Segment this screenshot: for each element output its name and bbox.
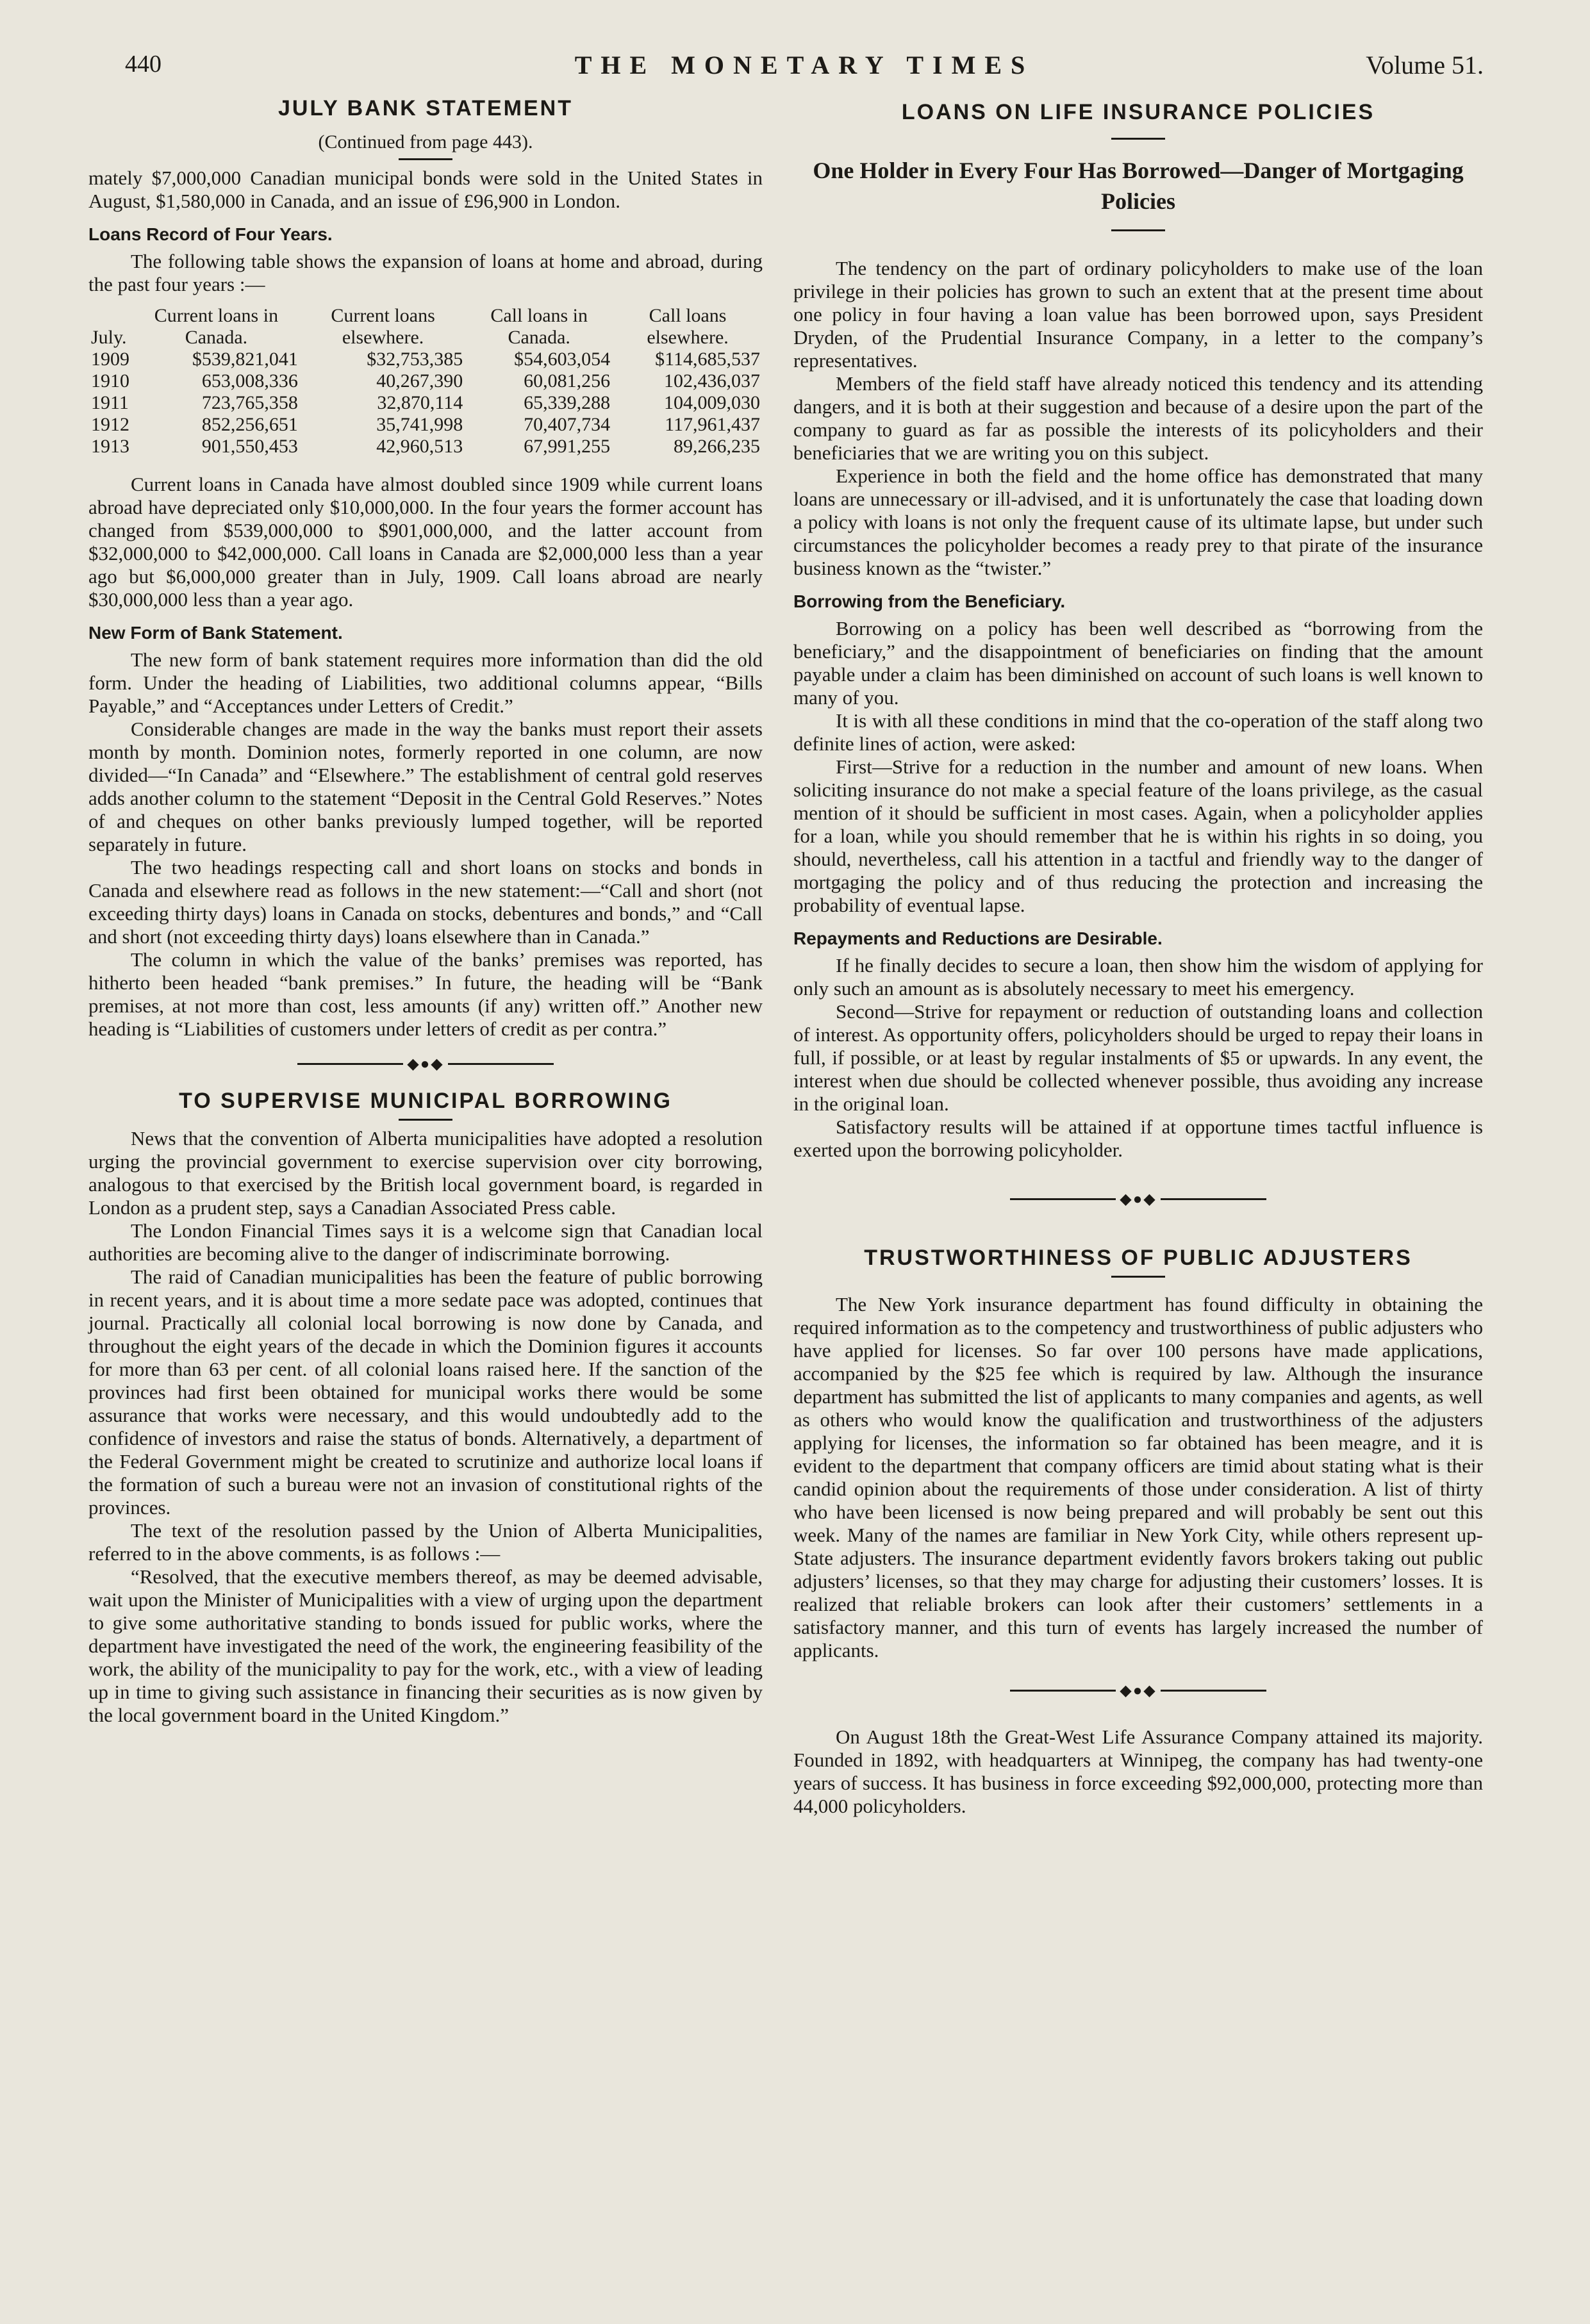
divider-rule [1111, 229, 1165, 231]
table-cell: 32,870,114 [377, 392, 463, 413]
table-header: Call loans in Canada. [490, 305, 588, 348]
table-cell: 1911 [91, 392, 129, 413]
ornament-divider: ◆●◆ [88, 1055, 763, 1073]
journal-title: THE MONETARY TIMES [574, 51, 1034, 79]
section-heading: New Form of Bank Statement. [88, 623, 343, 643]
paragraph: The following table shows the expansion of loans at home and abroad, during the past four years :— [88, 250, 763, 295]
table-row [88, 436, 763, 457]
article-title: TRUSTWORTHINESS OF PUBLIC ADJUSTERS [864, 1246, 1412, 1270]
paragraph: Experience in both the field and the home office has demonstrated that many loans are unnecessary or ill-advised, and it is unfortunately the case that loading down a policy with loans is not only the frequent cause of its ultimate lapse, but under such circumstances the policyholder becomes a ready prey to that pirate of the insurance business known as the “twister.” [793, 465, 1483, 579]
article-title: TO SUPERVISE MUNICIPAL BORROWING [179, 1089, 672, 1113]
paragraph: News that the convention of Alberta municipalities have adopted a resolution urging the provincial government to exercise supervision over city borrowing, analogous to that exercised by the British local government board, is regarded in London as a prudent step, says a Canadian Associated Press cable. [88, 1127, 763, 1219]
article-subtitle: One Holder in Every Four Has Borrowed—Danger of Mortgaging Policies [813, 158, 1464, 214]
divider-rule [1111, 1276, 1165, 1278]
paragraph: Members of the field staff have already noticed this tendency and its attending dangers, and it is both at their suggestion and because of a desire upon the part of the company to guard as far as possible the interests of its policyholders and their beneficiaries that we are writing you on this subject. [793, 372, 1483, 464]
table-header: Current loans elsewhere. [331, 305, 435, 348]
table-row [88, 392, 763, 414]
table-cell: 723,765,358 [201, 392, 298, 413]
table-cell: 70,407,734 [524, 414, 611, 435]
section-heading: Repayments and Reductions are Desirable. [793, 928, 1163, 948]
table-cell: 1909 [91, 349, 129, 370]
paragraph: Considerable changes are made in the way the banks must report their assets month by month. Dominion notes, formerly reported in one column, are now divided—“In Canada” and “Elsewhere.” The establishment of central gold reserves adds another column to the statement “Deposit in the Central Gold Reserves.” Notes of and cheques on other banks previously lumped together, will be reported separately in future. [88, 718, 763, 855]
paragraph: The tendency on the part of ordinary policyholders to make use of the loan privilege in their policies has grown to such an extent that at the present time about one policy in four having a loan value has been borrowed upon, says President Dryden, of the Prudential Insurance Company, in a letter to the company’s representatives. [793, 257, 1483, 372]
table-cell: $32,753,385 [367, 349, 463, 370]
paragraph: Borrowing on a policy has been well described as “borrowing from the beneficiary,” and the disappointment of beneficiaries on finding that the amount payable under a claim has been diminished on account of such loans is well known to many of you. [793, 617, 1483, 709]
right-column [793, 96, 1483, 1818]
article-title: JULY BANK STATEMENT [277, 96, 573, 120]
table-row [88, 370, 763, 392]
paragraph: The New York insurance department has found difficulty in obtaining the required information as to the competency and trustworthiness of public adjusters who have applied for licenses. So far over 100 persons have made applications, accompanied by the $25 fee which is required by law. Although the insurance department has submitted the list of applicants to many companies and agents, as well as others who would know the qualification and trustworthiness of the adjusters applying for licenses, the information so far obtained has been meagre, and it is evident to the department that company officers are timid about stating what is their candid opinion about the requirements of those under consideration. A list of thirty who have been licensed is now being prepared and will probably be sent out this week. Many of the names are familiar in New York City, while others represent up-State adjusters. The insurance department evidently favors brokers taking out public adjusters’ licenses, so that they may charge for adjusting their customers’ losses. It is realized that reliable brokers can look after their customers’ settlements in a satisfactory manner, and this turn of events has largely increased the number of applicants. [793, 1293, 1483, 1661]
paragraph: “Resolved, that the executive members thereof, as may be deemed advisable, wait upon the Minister of Municipalities with a view of urging upon the department to give some authoritative standing to bonds issued for public works, where the department have investigated the need of the work, the engineering feasibility of the work, the ability of the municipality to pay for the work, etc., with a view of leading up in time to giving such assistance in financing their securities as is now given by the local government board in the United Kingdom.” [88, 1565, 763, 1726]
table-cell: 102,436,037 [664, 370, 760, 391]
table-header: Call loans elsewhere. [647, 305, 729, 348]
ornament-divider: ◆●◆ [793, 1190, 1483, 1208]
table-cell: 89,266,235 [674, 436, 760, 457]
table-cell: 60,081,256 [524, 370, 611, 391]
section-heading: Borrowing from the Beneficiary. [793, 591, 1066, 611]
continued-note: (Continued from page 443). [318, 131, 533, 152]
paragraph: It is with all these conditions in mind that the co-operation of the staff along two definite lines of action, were asked: [793, 709, 1483, 755]
table-row [88, 414, 763, 436]
table-cell: 42,960,513 [376, 436, 463, 457]
paragraph: If he finally decides to secure a loan, then show him the wisdom of applying for only such an amount as is absolutely necessary to meet his emergency. [793, 954, 1483, 1000]
table-header: Current loans in Canada. [154, 305, 279, 348]
table-cell: 104,009,030 [664, 392, 760, 413]
table-cell: 1912 [91, 414, 129, 435]
loans-table [88, 305, 763, 457]
page-number: 440 [125, 51, 161, 78]
paragraph: The column in which the value of the banks’ premises was reported, has hitherto been headed “bank premises.” In future, the heading will be “Bank premises, at not more than cost, less amounts (if any) written off.” Another new heading is “Liabilities of customers under letters of credit as per contra.” [88, 948, 763, 1040]
divider-rule [399, 158, 452, 160]
table-cell: 901,550,453 [201, 436, 298, 457]
left-column [88, 96, 763, 1727]
municipal-borrowing-article [88, 1089, 763, 1727]
table-header-row [88, 305, 763, 349]
table-cell: 35,741,998 [376, 414, 463, 435]
table-cell: 1910 [91, 370, 129, 391]
table-cell: 852,256,651 [201, 414, 298, 435]
table-cell: 65,339,288 [524, 392, 611, 413]
paragraph: The raid of Canadian municipalities has been the feature of public borrowing in recent years, and it is about time a more sedate pace was adopted, continues that journal. Practically all colonial local borrowing is now done by Canada, and throughout the eight years of the decade in which the Dominion figures it accounts for more than 63 per cent. of all colonial loans raised here. If the sanction of the provinces had first been obtained for municipal works there would be some assurance that works were necessary, and this would undoubtedly add to the confidence of investors and raise the status of bonds. Alternatively, a department of the Federal Government might be created to scrutinize and authorize local loans if the formation of such a bureau were not an invasion of constitutional rights of the provinces. [88, 1265, 763, 1519]
table-header: July. [91, 327, 127, 348]
table-cell: 67,991,255 [524, 436, 611, 457]
paragraph: Second—Strive for repayment or reduction of outstanding loans and collection of interest. As opportunity offers, policyholders should be urged to repay their loans in full, if possible, or at least by regular instalments of $5 or upwards. In any event, the interest when due should be collected whenever possible, thus avoiding any increase in the original loan. [793, 1000, 1483, 1115]
paragraph: The text of the resolution passed by the Union of Alberta Municipalities, referred to in the above comments, is as follows :— [88, 1519, 763, 1565]
paragraph: The new form of bank statement requires more information than did the old form. Under the heading of Liabilities, two additional columns appear, “Bills Payable,” and “Acceptances under Letters of Credit.” [88, 648, 763, 717]
great-west-life-article [793, 1726, 1483, 1818]
divider-rule [1111, 138, 1165, 140]
table-cell: 117,961,437 [665, 414, 760, 435]
table-cell: $114,685,537 [655, 349, 760, 370]
running-head [125, 50, 1484, 82]
section-heading: Loans Record of Four Years. [88, 224, 333, 244]
volume-label: Volume 51. [1366, 51, 1484, 79]
divider-rule [399, 1119, 452, 1121]
ornament-divider: ◆●◆ [793, 1681, 1483, 1700]
paragraph: Satisfactory results will be attained if at opportune times tactful influence is exerted upon the borrowing policyholder. [793, 1116, 1483, 1161]
life-insurance-loans-article [793, 100, 1483, 1162]
paragraph: First—Strive for a reduction in the number and amount of new loans. When soliciting insurance do not make a special feature of the loans privilege, as the casual mention of it should be sufficient in most cases. Again, when a policyholder applies for a loan, while you should remember that he is within his rights in so doing, you should, nevertheless, call his attention in a tactful and friendly way to the danger of mortgaging the policy and of thus reducing the protection and increasing the probability of eventual lapse. [793, 755, 1483, 916]
table-cell: $539,821,041 [192, 349, 298, 370]
table-cell: 653,008,336 [201, 370, 298, 391]
public-adjusters-article [793, 1246, 1483, 1662]
july-bank-statement-article [88, 96, 763, 1041]
paragraph: Current loans in Canada have almost doubled since 1909 while current loans abroad have depreciated only $10,000,000. In the four years the former account has changed from $539,000,000 to $901,000,000, and the latter account from $32,000,000 to $42,000,000. Call loans in Canada are $2,000,000 less than a year ago but $6,000,000 greater than in July, 1909. Call loans abroad are nearly $30,000,000 less than a year ago. [88, 473, 763, 611]
table-row [88, 349, 763, 370]
table-cell: $54,603,054 [514, 349, 611, 370]
table-cell: 1913 [91, 436, 129, 457]
paragraph: The two headings respecting call and short loans on stocks and bonds in Canada and elsewhere read as follows in the new statement:—“Call and short (not exceeding thirty days) loans in Canada on stocks, debentures and bonds,” and “Call and short (not exceeding thirty days) loans elsewhere than in Canada.” [88, 856, 763, 948]
table-cell: 40,267,390 [376, 370, 463, 391]
paragraph: On August 18th the Great-West Life Assurance Company attained its majority. Founded in 1892, with headquarters at Winnipeg, the company has had twenty-one years of success. It has business in force exceeding $92,000,000, protecting more than 44,000 policyholders. [793, 1726, 1483, 1817]
article-title: LOANS ON LIFE INSURANCE POLICIES [901, 100, 1375, 124]
paragraph: mately $7,000,000 Canadian municipal bonds were sold in the United States in August, $1,580,000 in Canada, and an issue of £96,900 in London. [88, 167, 763, 212]
paragraph: The London Financial Times says it is a welcome sign that Canadian local authorities are becoming alive to the danger of indiscriminate borrowing. [88, 1219, 763, 1265]
